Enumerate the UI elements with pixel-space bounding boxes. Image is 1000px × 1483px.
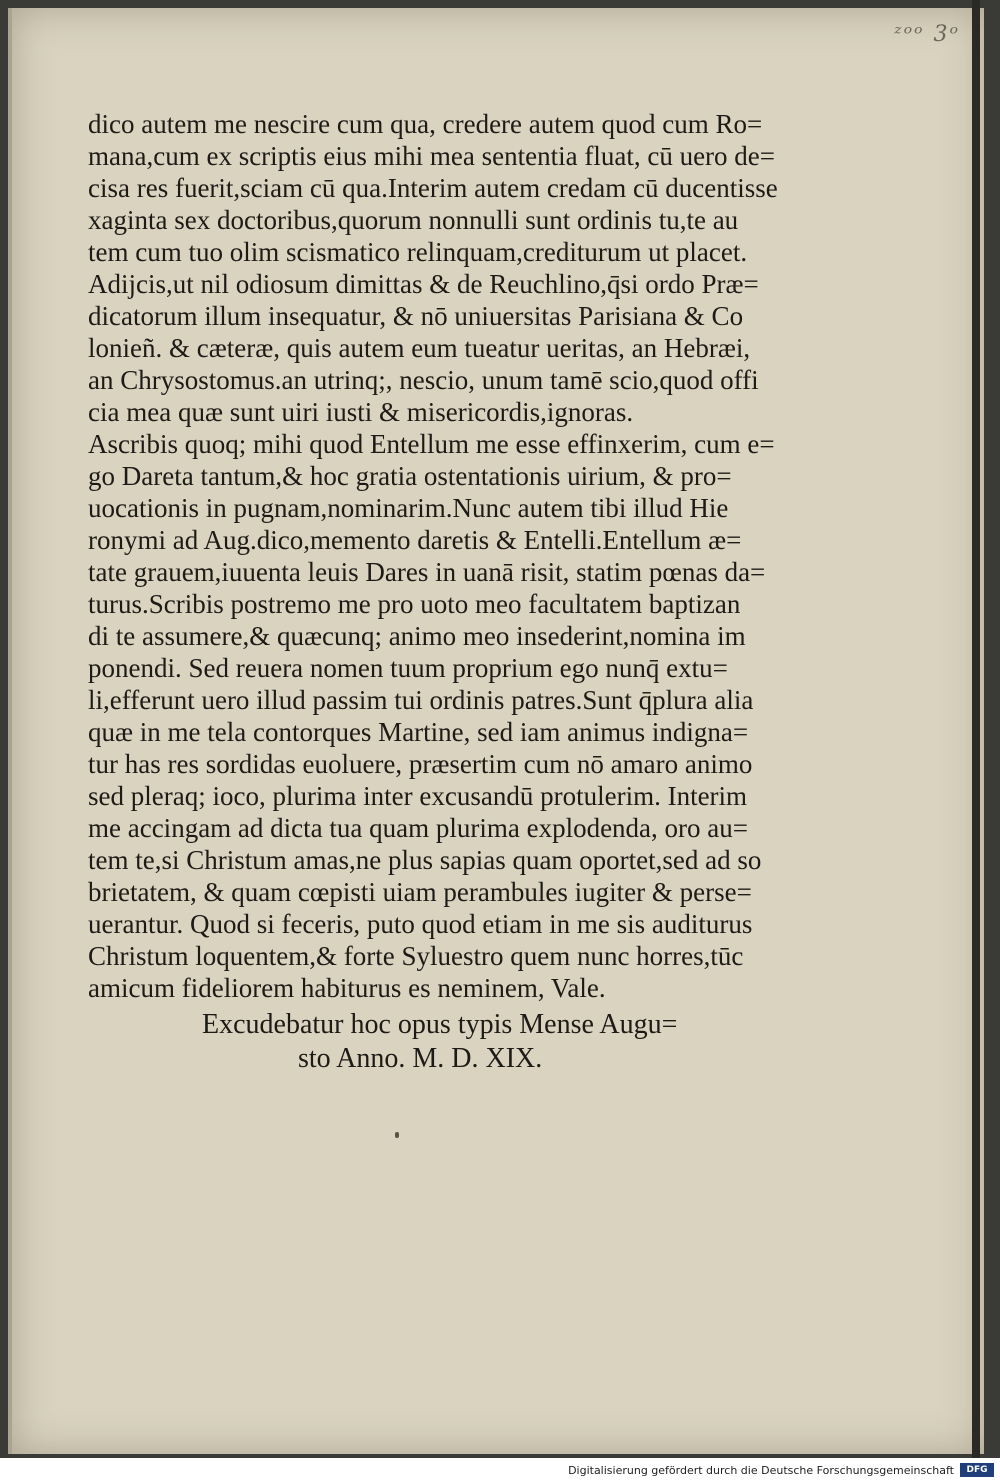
text-line: me accingam ad dicta tua quam plurima explodenda, oro au= [88, 813, 748, 843]
footer-bar [0, 1458, 1000, 1483]
text-line: lonieñ. & cæteræ, quis autem eum tueatur ueritas, an Hebræi, [88, 333, 751, 363]
text-line: di te assumere,& quæcunq; animo meo insederint,nomina im [88, 621, 746, 651]
text-line: turus.Scribis postremo me pro uoto meo facultatem baptizan [88, 589, 741, 619]
text-line: dicatorum illum insequatur, & nō uniuersitas Parisiana & Co [88, 301, 744, 331]
text-line: Adijcis,ut nil odiosum dimittas & de Reuchlino,q̄si ordo Præ= [88, 269, 759, 299]
body-text [88, 108, 808, 1004]
colophon [202, 1008, 722, 1076]
paper-page [8, 8, 984, 1454]
text-line: tem te,si Christum amas,ne plus sapias quam oportet,sed ad so [88, 845, 762, 875]
text-line: dico autem me nescire cum qua, credere autem quod cum Ro= [88, 109, 763, 139]
text-line: tate grauem,iuuenta leuis Dares in uanā risit, statim pœnas da= [88, 557, 766, 587]
text-line: brietatem, & quam cœpisti uiam perambules iugiter & perse= [88, 877, 752, 907]
text-line: uocationis in pugnam,nominarim.Nunc autem tibi illud Hie [88, 493, 729, 523]
text-line: ronymi ad Aug.dico,memento daretis & Entelli.Entellum æ= [88, 525, 742, 555]
text-line: quæ in me tela contorques Martine, sed iam animus indigna= [88, 717, 749, 747]
text-line: mana,cum ex scriptis eius mihi mea sententia fluat, cū uero de= [88, 141, 776, 171]
text-line: tem cum tuo olim scismatico relinquam,crediturum ut placet. [88, 237, 748, 267]
text-line: Christum loquentem,& forte Syluestro quem nunc horres,tūc [88, 941, 744, 971]
text-line: uerantur. Quod si feceris, puto quod etiam in me sis auditurus [88, 909, 753, 939]
text-line: amicum fideliorem habiturus es neminem, Vale. [88, 973, 606, 1003]
text-line: sed pleraq; ioco, plurima inter excusandū protulerim. Interim [88, 781, 748, 811]
text-line: ponendi. Sed reuera nomen tuum proprium ego nunq̄ extu= [88, 653, 728, 683]
dfg-logo-icon: DFG [960, 1463, 994, 1477]
text-line: tur has res sordidas euoluere, præsertim cum nō amaro animo [88, 749, 753, 779]
colophon-line-1: Excudebatur hoc opus typis Mense Augu= [202, 1009, 678, 1040]
footer-credit: Digitalisierung gefördert durch die Deutsche Forschungsgemeinschaft [568, 1464, 954, 1477]
text-line: an Chrysostomus.an utrinq;, nescio, unum tamē scio,quod offi [88, 365, 759, 395]
colophon-line-2: sto Anno. M. D. XIX. [298, 1043, 543, 1074]
text-line: xaginta sex doctoribus,quorum nonnulli sunt ordinis tu,te au [88, 205, 739, 235]
text-line: Ascribis quoq; mihi quod Entellum me esse effinxerim, cum e= [88, 429, 775, 459]
ink-dot [395, 1132, 399, 1138]
text-line: li,efferunt uero illud passim tui ordinis patres.Sunt q̄plura alia [88, 685, 754, 715]
page-edge-shadow [972, 0, 980, 1458]
text-line: go Dareta tantum,& hoc gratia ostentationis uirium, & pro= [88, 461, 732, 491]
text-line: cisa res fuerit,sciam cū qua.Interim autem credam cū ducentisse [88, 173, 778, 203]
folio-mark: ᶻᵒᵒ 3ᵒ [894, 22, 960, 47]
text-line: cia mea quæ sunt uiri iusti & misericordis,ignoras. [88, 397, 634, 427]
